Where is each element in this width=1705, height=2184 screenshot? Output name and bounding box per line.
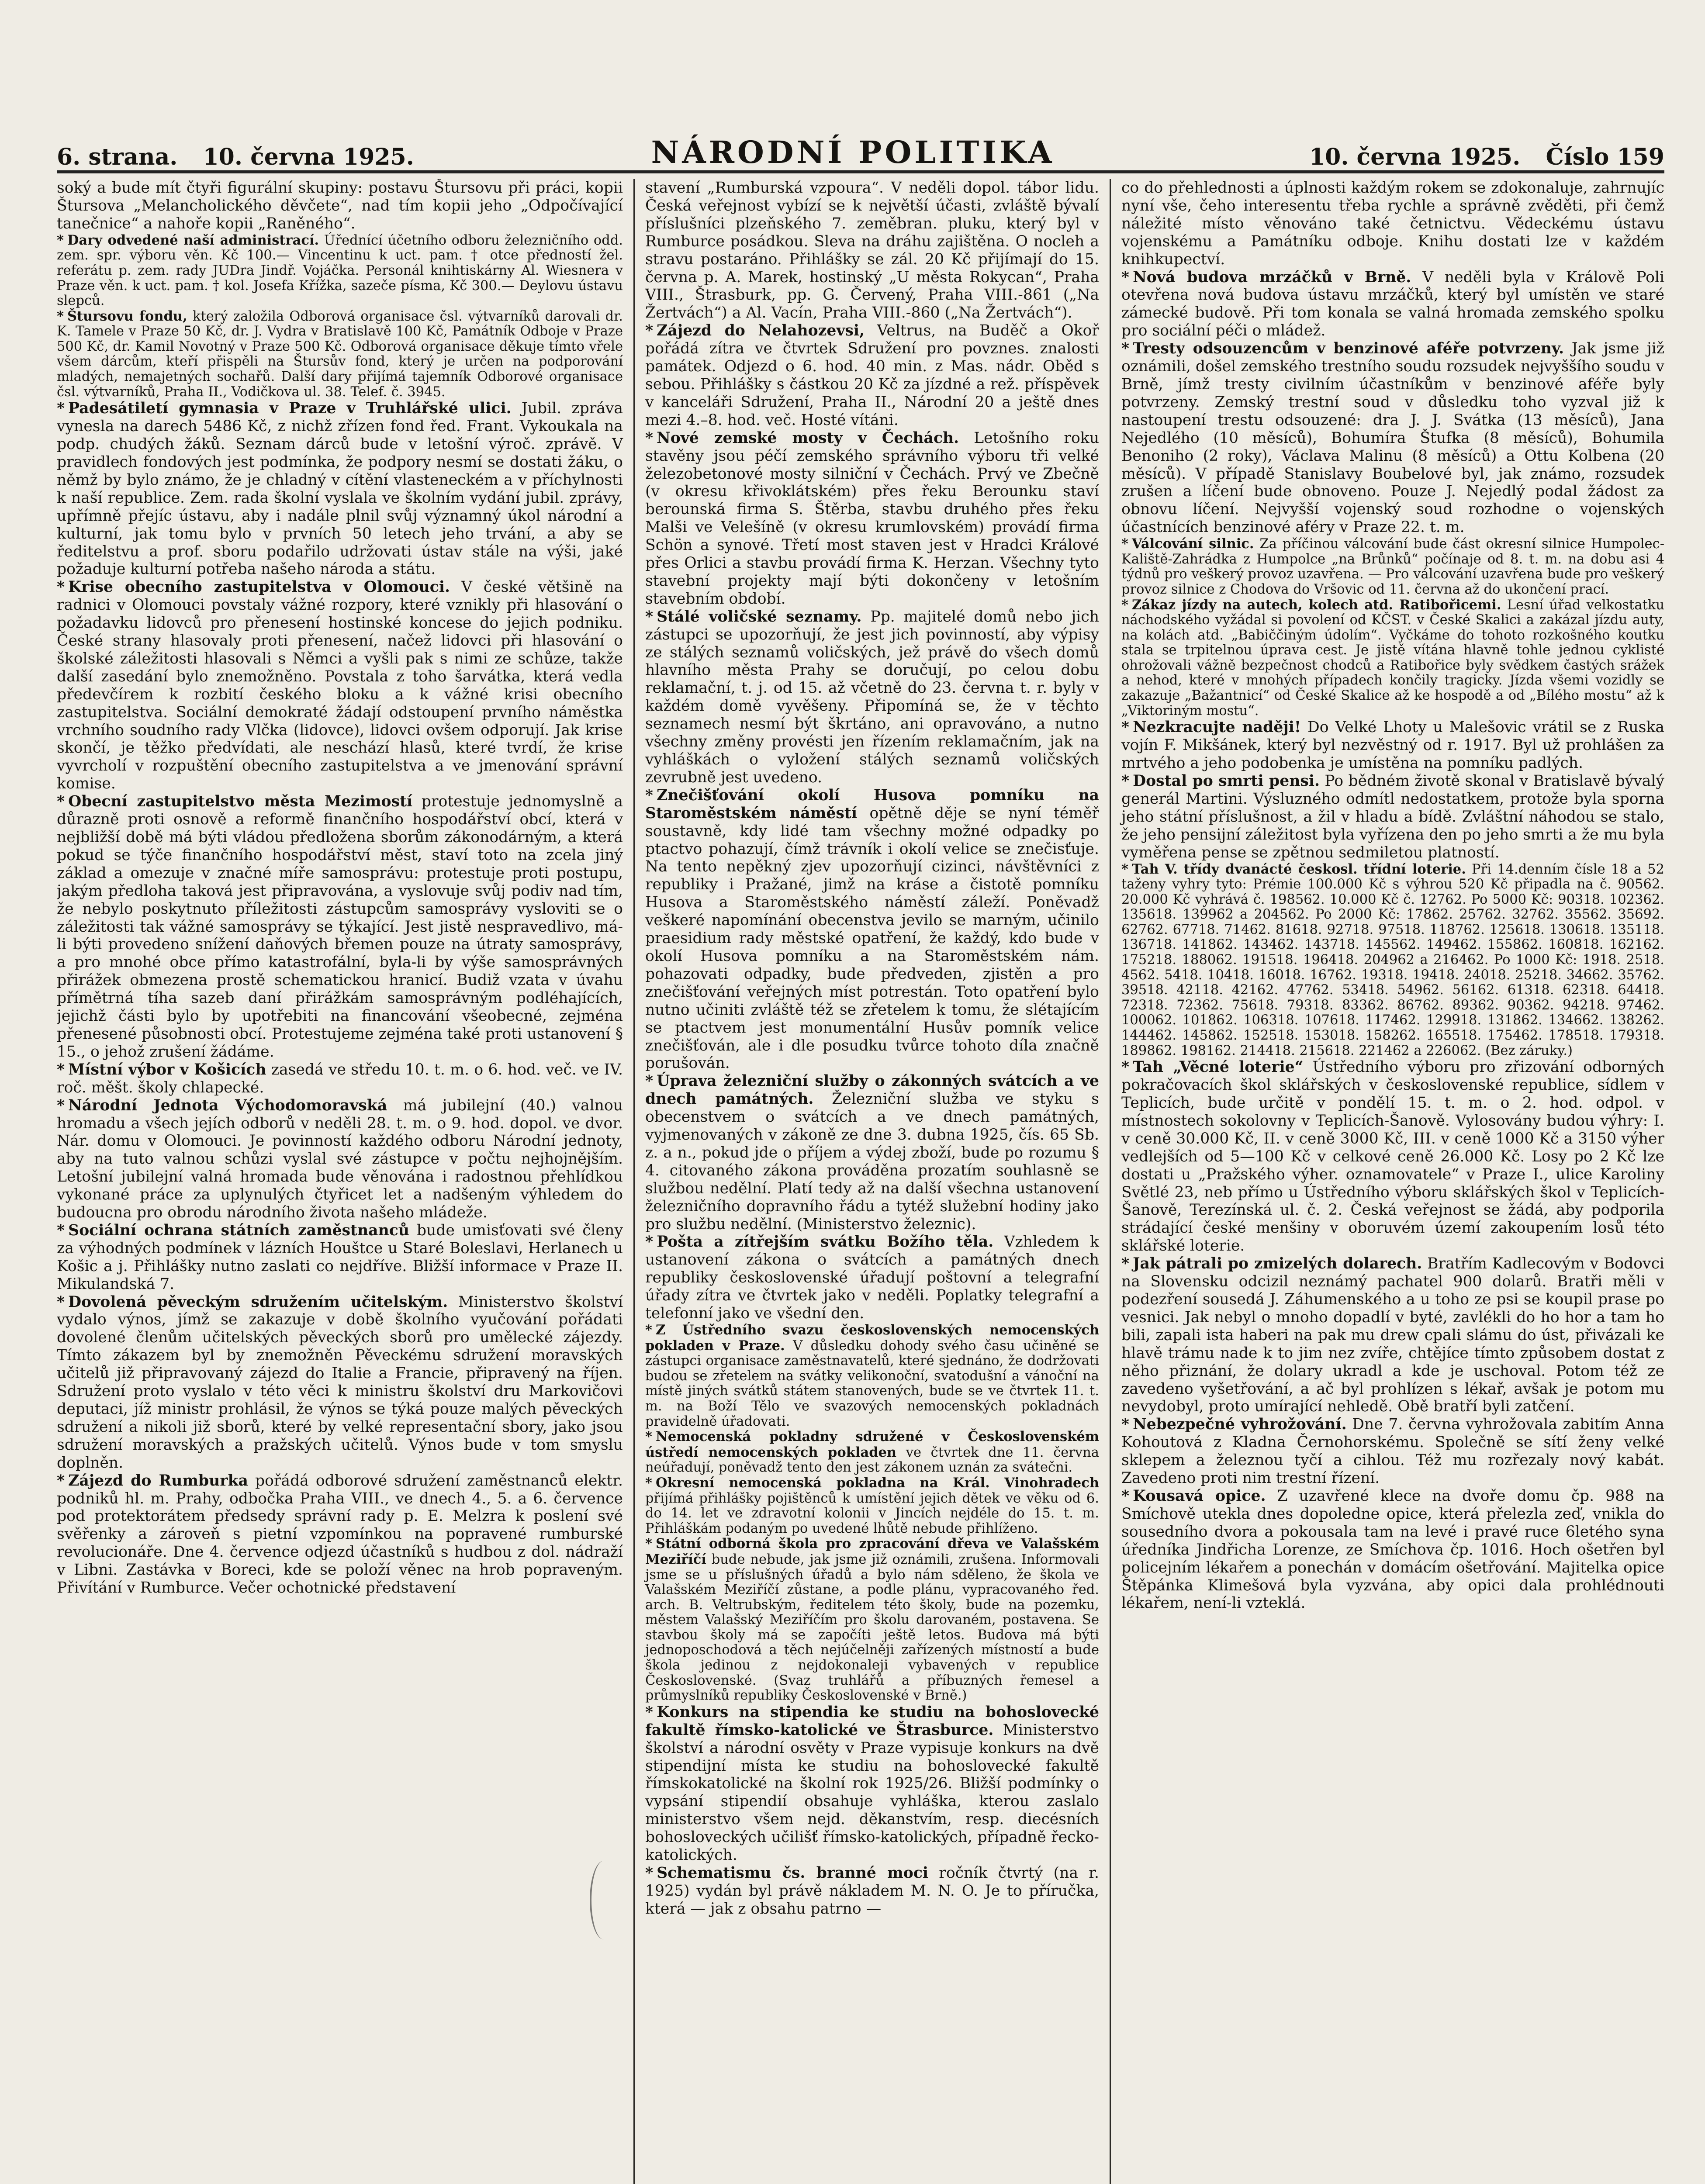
news-item-headline: Krise obecního zastupitelstva v Olomouci. [68, 578, 450, 596]
news-item-headline: Dostal po smrti pensi. [1133, 772, 1320, 790]
columns [57, 179, 1664, 2184]
news-item-headline: Okresní nemocenská pokladna na Král. Vinohradech [655, 1475, 1099, 1491]
news-item-headline: Padesátiletí gymnasia v Praze v Truhlářské ulici. [68, 400, 512, 418]
item-bullet: * [57, 308, 64, 324]
news-item-headline: Kousavá opice. [1133, 1487, 1266, 1505]
column-2 [633, 179, 1110, 2184]
news-item-body: Lesní úřad velkostatku náchodského vyžádal si povolení od KČST. v České Skalici a zakázal jízdu auty, na kolách atd. „Babiččiným údolím“. Vyčkáme do tohoto rozkošného koutku stala se trpitelnou úprava cest. Je jistě vítána hlavně tohle jednou cyklisté ohrožovali vážně bezpečnost chodců a Ratibořice byly svědkem častých srážek a nehod, které v mnohých případech končily tragicky. Jízda všemi vozidly se zakazuje „Bažantnicí“ od České Skalice až ke hospodě a od „Bílého mostu“ až k „Viktoriným mostu“. [1121, 597, 1664, 719]
item-bullet: * [645, 1233, 654, 1251]
news-item [1121, 1058, 1664, 1255]
header-left [57, 144, 414, 170]
item-bullet: * [57, 232, 64, 248]
news-item-body: soký a bude mít čtyři figurální skupiny: postavu Štursovu při práci, kopii Štursova „Melancholického děvčete“, nad tím kopii jeho „Odpočívající tanečnice“ a nahoře kopii „Raněného“. [57, 179, 623, 232]
news-item-body: bude nebude, jak jsme již oznámili, zrušena. Informovali jsme se u příslušných úřadů a bylo nám sděleno, že škola ve Valašském Meziříčí zůstane, a podle plánu, vypracovaného řed. arch. B. Veltrubským, ředitelem této školy, bude na pozemku, městem Valašský Meziříčím pro školu darovaném, postavena. Se stavbou školy má se započíti ještě letos. Budova má býti jednoposchodová a těch nejúčelněji zařízených místností a bude škola jedinou z nejdokonaleji vybavených v republice Československé. (Svaz truhlářů a příbuzných řemesel a průmyslníků republiky Československé v Brně.) [645, 1552, 1099, 1704]
news-item-headline: Konkurs na stipendia ke studiu na bohoslovecké fakultě římsko-katolické ve Štrasburce. [645, 1703, 1099, 1739]
item-bullet: * [57, 1472, 65, 1489]
news-item-body: Jubil. zpráva vynesla na darech 5486 Kč, z nichž zřízen fond řed. Frant. Vykoukala na podp. chudých žáků. Seznam dárců bude v letošní výroč. zprávě. V pravidlech fondových jest podmínka, že podpory nesmí se dostati žáku, o němž by bylo známo, že je chladný v cítění vlasteneckém a v příchylnosti k naší republice. Zem. rada školní vyslala ve školním vydání jubil. zprávy, upřímně přejíc ústavu, aby i nadále plnil svůj významný úkol národní a kulturní, jak tomu bylo v prvních 50 letech jeho trvání, a aby se ředitelstvu a prof. sboru podařilo udržovati ústav stále na výši, jaké požaduje kulturní potřeba našeho národa a státu. [57, 400, 623, 578]
news-item-headline: Nezkracujte naději! [1133, 719, 1301, 736]
item-bullet: * [645, 608, 654, 625]
column-1 [57, 179, 633, 2184]
news-item-headline: Zájezd do Rumburka [68, 1472, 248, 1489]
news-item-headline: Schematismu čs. branné moci [657, 1864, 929, 1882]
news-item [645, 1476, 1099, 1536]
news-item-headline: Jak pátrali po zmizelých dolarech. [1133, 1255, 1422, 1273]
news-item [645, 322, 1099, 429]
news-item [645, 429, 1099, 608]
news-item-body: protestuje jednomyslně a důrazně proti osnově a reformě finančního hospodářství obcí, která v nejbližší době má býti vládou předložena sborům zákonodárným, a která pokud se týče finančního hospodářství měst, staví toto na zcela jiný základ a omezuje v značné míře samosprávu: protestuje proti postupu, jakým předloha taková jest připravována, a vyslovuje svůj podiv nad tím, že nebylo poskytnuto příležitosti zástupcům samosprávy vysloviti se o záležitosti tak vážné samosprávy se týkající. Jest jistě nespravedlivo, má-li býti provedeno snížení daňových břemen pouze na útraty samosprávy, a pro mnohé obce přímo katastrofální, byla-li by výše samosprávných přirážek obmezena prostě schematickou hranicí. Budiž vzata v úvahu přímětrná tíha sazeb daní přirážkám samosprávným podléhajících, jejichž části bylo by upotřebiti na financování všeobecné, zejména přenesené působnosti obcí. Protestujeme zejména také proti ustanovení § 15., o jehož zrušení žádáme. [57, 793, 623, 1061]
item-bullet: * [57, 1221, 65, 1239]
item-bullet: * [645, 1864, 654, 1882]
news-item-body: Vzhledem k ustanovení zákona o svátcích a památných dnech republiky československé úřadují poštovní a telegrafní úřady zítra ve čtvrtek jako v neděli. Poplatky telegrafní a telefonní jako ve všední den. [645, 1233, 1100, 1323]
item-bullet: * [645, 1429, 652, 1445]
news-item-body: Při 14.denním čísle 18 a 52 taženy vyhry tyto: Prémie 100.000 Kč s výhrou 520 Kč připadla na č. 90562. 20.000 Kč vyhrává č. 198562. 10.000 Kč č. 12762. Po 5000 Kč: 90318. 102362. 135618. 139962 a 204562. Po 2000 Kč: 17862. 25762. 32762. 35562. 35692. 62762. 67718. 71462. 81618. 92718. 97518. 118762. 125618. 130618. 135118. 136718. 141862. 143462. 143718. 145562. 149462. 155862. 160818. 162162. 175218. 188062. 191518. 196418. 204962 a 216462. Po 1000 Kč: 1918. 2518. 4562. 5418. 10418. 16018. 16762. 19318. 19418. 24018. 25218. 34662. 35762. 39518. 42118. 42162. 47762. 53418. 54962. 56162. 61318. 62318. 64418. 72318. 72362. 75618. 79318. 83362. 86762. 89362. 90362. 94218. 97462. 100062. 101862. 106318. 107618. 117462. 129918. 131862. 134662. 138262. 144462. 145862. 152518. 153018. 158262. 165518. 175462. 178518. 179318. 189862. 198162. 214418. 215618. 221462 a 226062. (Bez záruky.) [1121, 861, 1664, 1058]
news-item [57, 1097, 623, 1222]
item-bullet: * [1121, 719, 1130, 736]
news-item-body: Ministerstvo školství a národní osvěty v Praze vypisuje konkurs na dvě stipendijní místa ke studiu na bohoslovecké fakultě římskokatolické na školní rok 1925/26. Bližší podmínky o vypsání stipendií obsahuje vyhláška, kterou zaslalo ministerstvo všem nejd. děkanstvím, resp. diecésních bohosloveckých učilišť římsko-katolických, případně řecko-katolických. [645, 1721, 1099, 1864]
item-bullet: * [1121, 1487, 1130, 1505]
item-bullet: * [645, 1322, 652, 1338]
news-item-headline: Tah V. třídy dvanácté českosl. třídní loterie. [1131, 861, 1466, 877]
news-item-headline: Pošta a zítřejším svátku Božího těla. [657, 1233, 994, 1251]
news-item-headline: Místní výbor v Košicích [68, 1061, 266, 1078]
news-item-body: Železniční služba ve styku s obecenstvem o svátcích a ve dnech památných, vyjmenovaných v zákoně ze dne 3. dubna 1925, čís. 65 Sb. z. a n., pokud jde o příjem a výdej zboží, bude po rozumu § 4. citovaného zákona prováděna prozatím souhlasně se službou nedělní. Platí tedy až na další všechna ustanovení železničního dopravního řádu a tytéž služební hodiny jako pro službu nedělní. (Ministerstvo železnic). [645, 1090, 1100, 1233]
news-item [57, 1061, 623, 1097]
news-item-headline: Státní odborná škola pro zpracování dřeva ve Valašském Meziříčí [645, 1536, 1099, 1567]
item-bullet: * [1121, 340, 1130, 358]
header-date-right: 10. června 1925. [1309, 144, 1521, 170]
news-item-body: ve čtvrtek dne 11. června neúřadují, poněvadž tento den jest zákonem uznán za svátečni. [645, 1444, 1099, 1476]
news-item [645, 1429, 1099, 1476]
item-bullet: * [645, 429, 654, 447]
news-item-body: V české většině na radnici v Olomouci povstaly vážné rozpory, které vznikly při hlasování o požadavku lidovců pro přenesení hostinské koncese do jejich podniku. České strany hlasovaly proti přenesení, načež lidovci při hlasování o školské záležitosti hlasovali s Němci a vyšli pak s nimi ze schůze, takže další zasedání bylo znemožněno. Povstala z toho šarvátka, která vedla předevčírem k rozbití českého bloku a k vážné krisi obecního zastupitelstva. Sociální demokraté žádají odstoupení prvního náměstka vrchního soudního rady Vlčka (lidovce), lidovci ovšem odporují. Jak krise skončí, je těžko předvídati, ale neschází hlasů, které tvrdí, že krise vyvrcholí v rozpuštění obecního zastupitelstva a ve jmenování správní komise. [57, 578, 623, 793]
news-item [645, 179, 1099, 322]
news-item-body: má jubilejní (40.) valnou hromadu a všech jejích odborů v neděli 28. t. m. o 9. hod. dopol. ve dvor. Nár. domu v Olomouci. Je povinností každého odboru Národní jednoty, aby na tuto valnou schůzi vyslal své zástupce v počtu nejhojnějším. Letošní jubilejní valná hromada bude věnována i radostnou přehlídkou vykonané práce za uplynulých čtyřicet let a nadšeným výhledem do budoucna pro obrodu národního života našeho mládeže. [57, 1096, 623, 1222]
scan-bracket-mark [590, 1861, 618, 1939]
news-item-body: Jak jsme již oznámili, došel zemského trestního soudu rozsudek nejvyššího soudu v Brně, jímž tresty civilním účastníkům v benzinové aféře byly potvrzeny. Zemský trestní soud v důsledku toho vyzval již k nastoupení trestu odsouzené: dra J. J. Svátka (13 měsíců), Jana Nejedlého (10 měsíců), Bohumíra Štufka (8 měsíců), Bohumila Benoniho (2 roky), Václava Malinu (8 měsíců) a Ottu Kolbena (20 měsíců). V případě Stanislavy Boubelové byl, jak známo, rozsudek zrušen a líčení bude obnoveno. Pouze J. Nejedlý podal žádost za obnovu líčení. Nejvyšší vojenský soud rozhodne o vojenských účastnících benzinové aféry v Praze 22. t. m. [1121, 340, 1664, 536]
item-bullet: * [57, 400, 65, 418]
news-item [1121, 862, 1664, 1059]
item-bullet: * [57, 1096, 65, 1114]
news-item [1121, 340, 1664, 536]
news-item-body: Pp. majitelé domů nebo jich zástupci se upozorňují, že jest jich povinností, aby výpisy ze stálých seznamů voličských, jež právě do všech domů hlavního města Prahy se doručují, po celou dobu reklamační, t. j. od 15. až včetně do 23. června t. r. byly v každém domě vyvěšeny. Připomíná se, že v těchto seznamech nesmí být škrtáno, ani opravováno, a nutno všechny změny provésti jen řízením reklamačním, jak na vyhláškách o vyložení stálých seznamů voličských zevrubně jest uvedeno. [645, 608, 1099, 786]
news-item-body: bude umisťovati své členy za výhodných podmínek v lázních Houštce u Staré Boleslavi, Herlanech u Košic a j. Přihlášky nutno zaslati co nejdříve. Bližší informace v Praze II. Mikulandská 7. [57, 1221, 623, 1293]
news-item [57, 309, 623, 400]
news-item [645, 787, 1099, 1073]
news-item [57, 1293, 623, 1472]
news-item-headline: Sociální ochrana státních zaměstnanců [68, 1221, 409, 1239]
item-bullet: * [1121, 1058, 1130, 1076]
item-bullet: * [645, 1072, 654, 1090]
news-item-body: Dne 7. června vyhrožovala zabitím Anna Kohoutová z Kladna Černohorskému. Společně se sítí ženy velké sklepem a železnou tyčí a cihlou. Též mu rozřezaly nový kabát. Zavedeno proti nim trestní řízení. [1121, 1416, 1664, 1487]
news-item-body: Veltrus, na Buděč a Okoř pořádá zítra ve čtvrtek Sdružení pro povznes. znalosti památek. Odjezd o 6. hod. 40 min. z Mas. nádr. Oběd s sebou. Přihlášky s částkou 20 Kč za jízdné a rež. příspěvek v kanceláři Sdružení, Praha II., Národní 20 a ještě dnes mezi 4.–8. hod. več. Hosté vítáni. [645, 322, 1099, 429]
page-header [57, 131, 1664, 173]
news-item-headline: Zájezd do Nelahozevsi, [657, 322, 865, 340]
news-item-headline: Nová budova mrzáčků v Brně. [1133, 268, 1411, 286]
news-item-body: Do Velké Lhoty u Malešovic vrátil se z Ruska vojín F. Mikšánek, který byl nezvěstný od r. 1917. Byl už prohlášen za mrtvého a jeho podobenka je umístěna na pomníku padlých. [1121, 719, 1664, 772]
masthead-title: NÁRODNÍ POLITIKA [651, 134, 1055, 170]
news-item [57, 179, 623, 233]
news-item [1121, 536, 1664, 597]
news-item [645, 1536, 1099, 1704]
news-item-body: Ministerstvo školství vydalo výnos, jímž se zakazuje v době školního vyučování pořádati dovolené členům učitelských pěveckých sborů pro umělecké zájezdy. Tímto zákazem byl by znemožněn Pěveckému sdružení moravských učitelů již připravovaný zájezd do Italie a Francie, připravený na říjen. Sdružení proto vyslalo v této věci k ministru školství dru Markovičovi deputaci, jíž ministr prohlásil, že výnos se týká pouze malých pěveckých sdružení a nikoli již sborů, které by velké representační sbory, jako jsou sdružení moravských a pražských učitelů. Výnos bude v tom smyslu doplněn. [57, 1293, 623, 1472]
item-bullet: * [1121, 536, 1128, 552]
header-right [1292, 144, 1664, 170]
news-item-headline: Tresty odsouzencům v benzinové aféře potvrzeny. [1133, 340, 1564, 358]
news-item [57, 400, 623, 578]
news-item-headline: Dary odvedené naší administrací. [67, 232, 319, 248]
news-item-body: co do přehlednosti a úplnosti každým rokem se zdokonaluje, zahrnujíc nyní vše, čeho interesentu třeba rychle a správně zvěděti, při čemž náležité místo věnováno také četnictvu. Vědeckému ústavu vojenskému a Památníku odboje. Knihu dostati lze v každém knihkupectví. [1121, 179, 1664, 268]
item-bullet: * [1121, 861, 1128, 877]
item-bullet: * [57, 578, 65, 596]
news-item-body: Úřednící účetního odboru železničního odd. zem. spr. výboru věn. Kč 100.— Vincentinu k uct. pam. † otce předností žel. referátu p. zem. rady JUDra Jindř. Vojáčka. Personál knihtiskárny Al. Wiesnera v Praze věn. k uct. pam. † kol. Josefa Křížka, sazeče písma, Kč 300.— Deylovu ústavu slepců. [57, 232, 623, 309]
page-number: 6. strana. [57, 144, 178, 170]
news-item-body: pořádá odborové sdružení zaměstnanců elektr. podniků hl. m. Prahy, odbočka Praha VIII., ve dnech 4., 5. a 6. července pod protektorátem předsedy správní rady p. E. Melzra k poslení své svěřenky a zároveň s pietní vzpomínkou na popravené rumburské revolucionáře. Dne 4. července odjezd účastníků s hudbou z dol. nádraží v Libni. Zastávka v Boreci, kde se položí věnec na hrob popraveným. Přivítání v Rumburce. Večer ochotnické představení [57, 1472, 623, 1597]
news-item [645, 1072, 1099, 1233]
column-3 [1110, 179, 1664, 2184]
news-item-body: V neděli byla v Králově Poli otevřena nová budova ústavu mrzáčků, který byl umístěn ve staré zámecké budově. Při tom konala se valná hromada zemského spolku pro sociální péči o mládež. [1121, 268, 1664, 340]
news-item-body: Bratřím Kadlecovým v Bodovci na Slovensku odcizil neznámý pachatel 900 dolarů. Bratři měli v podezření sousedá J. Záhumenského a u toho ze psi se koupil prase po vesnici. Jak nebyl o mnoho dopadlí v byté, zavlékli do ho hor a tam ho bili, zapali ista haberi na pak mu drew cpali slámu do úst, přivázali ke hlavě trámu nade k to jim nez zvíře, chtějíce tímto způsobem dostat z něho přiznání, že dolary ukradl a kde je uschoval. Potom též ze zavedeno vyšetřování, a ač byl prohlízen s lékař, avšak je potom mu nevydobyl, proto umírající nehledě. Obě bratří byli zatčení. [1121, 1255, 1664, 1416]
news-item [1121, 179, 1664, 269]
news-item-headline: Úprava železniční služby o zákonných svátcích a ve dnech památných. [645, 1072, 1099, 1108]
news-item-headline: Nemocenská pokladny sdružené v Československém ústředí nemocenských pokladen [645, 1429, 1099, 1460]
news-item-headline: Tah „Věcné loterie“ [1133, 1058, 1304, 1076]
news-item [57, 233, 623, 309]
news-item [57, 578, 623, 793]
news-item-headline: Z Ústředního svazu československých nemocenských pokladen v Praze. [645, 1322, 1099, 1354]
news-item [1121, 719, 1664, 772]
news-item-headline: Obecní zastupitelstvo města Mezimostí [68, 793, 413, 811]
news-item [645, 1233, 1099, 1323]
news-item-headline: Stálé voličské seznamy. [657, 608, 862, 625]
news-item-body: ročník čtvrtý (na r. 1925) vydán byl právě nákladem M. N. O. Je to příručka, která — jak z obsahu patrno — [645, 1864, 1099, 1918]
item-bullet: * [645, 786, 654, 804]
item-bullet: * [57, 793, 65, 811]
issue-number: Číslo 159 [1546, 144, 1664, 170]
news-item-body: opětně děje se nyní téměř soustavně, kdy lidé tam všechny možné odpadky po ptactvo pohazují, čímž trávník i okolí velice se znečisťuje. Na tento nepěkný zjev upozorňují cizinci, návštěvníci z republiky i Pražané, jimž na kráse a čistotě pomníku Husova a Staroměstského náměstí záleží. Poněvadž veškeré napomínání obecenstva jevilo se marným, učinilo praesidium rady městské opatření, že každý, kdo bude v okolí Husova pomníku a na Staroměstském nám. pohazovati odpadky, bude předveden, zjistěn a pro znečišťování veřejných míst potrestán. Toto opatření bylo nutno učiniti zvláště též se zřetelem k tomu, že slétajícím se ptactvem jest monumentální Husův pomník velice znečišťován, ale i dle posudku tvůrce tohoto díla značně porušován. [645, 804, 1099, 1072]
news-item-body: přijímá přihlášky pojištěnců k umístění jejich dětek ve věku od 6. do 14. let ve zdravotní kolonii v Jincích nejdéle do 15. t. m. Přihláškám podaným po uvedené lhůtě nebude přihlíženo. [645, 1490, 1099, 1536]
news-item-body: zasedá ve středu 10. t. m. o 6. hod. več. ve IV. roč. měšt. školy chlapecké. [57, 1061, 623, 1096]
news-item [1121, 1416, 1664, 1487]
news-item [1121, 772, 1664, 862]
news-item-headline: Dovolená pěveckým sdružením učitelským. [68, 1293, 448, 1311]
item-bullet: * [1121, 1255, 1130, 1273]
item-bullet: * [645, 1703, 654, 1721]
news-item [57, 793, 623, 1061]
news-item-body: který založila Odborová organisace čsl. výtvarníků darovali dr. K. Tamele v Praze 50 Kč, dr. J. Vydra v Bratislavě 100 Kč, Památník Odboje v Praze 500 Kč, dr. Kamil Novotný v Praze 500 Kč. Odborová organisace děkuje tímto vřele všem dárcům, kteří přispěli na Štursův fond, který je určen na podporování mladých, nemajetných sochařů. Další dary přijímá tajemník Odborové organisace čsl. výtvarníků, Praha II., Vodičkova ul. 38. Telef. č. 3945. [57, 308, 623, 400]
news-item-body: Za příčinou válcování bude část okresní silnice Humpolec-Kaliště-Zahrádka z Humpolce „na Brůnků“ počínaje od 8. t. m. na dobu asi 4 týdnů pro veškerý provoz uzavřena. — Pro válcování uzavřena bude pro veškerý provoz silnice z Chodova do Vršovic od 11. června až do ukončení prací. [1121, 536, 1664, 597]
item-bullet: * [645, 1475, 652, 1491]
news-item [645, 608, 1099, 787]
news-item-body: Po bědném životě skonal v Bratislavě bývalý generál Martini. Výsluzného odmítl nedostatkem, protože byla sporna jeho státní příslušnost, a žil v hladu a bídě. Zvláštní náhodou se stalo, že jeho pensijní záležitost byla vyřízena den po jeho smrti a že mu byla vyměřena pense se zpětnou sedmiletou platností. [1121, 772, 1664, 861]
news-item [57, 1222, 623, 1293]
item-bullet: * [57, 1293, 65, 1311]
news-item-body: V důsledku dohody svého času učiněné se zástupci organisace zaměstnavatelů, které sjednáno, že dodržovati budou se zřetelem na svátky velikonoční, svatodušní a vánoční na místě jiných svátků státem stanovených, bude se ve čtvrtek 11. t. m. na Boží Tělo ve svazových nemocenských pokladnách pravidelně úřadovati. [645, 1338, 1100, 1429]
news-item-body: stavení „Rumburská vzpoura“. V neděli dopol. tábor lidu. Česká veřejnost vybízí se k největší účasti, zvláště bývalí příslušníci plzeňského 7. zeměbran. pluku, který byl v Rumburce posádkou. Sleva na dráhu zajištěna. O nocleh a stravu postaráno. Přihlášky se zál. 20 Kč přijímají do 15. června p. A. Marek, hostinský „U města Rokycan“, Praha VIII., Štrasburk, pp. G. Červený, Praha VIII.-861 („Na Žertvách“) a Al. Vacín, Praha VIII.-860 („Na Žertvách“). [645, 179, 1099, 322]
news-item [645, 1864, 1099, 1918]
news-item [1121, 598, 1664, 719]
news-item-body: Ústředního výboru pro zřizování odborných pokračovacích škol sklářských v československé republice, sídlem v Teplicích, bude určitě v pondělí 15. t. m. o 2. hod. odpol. v místnostech sokolovny v Teplicích-Šanově. Vylosovány budou výhry: I. v ceně 30.000 Kč, II. v ceně 3000 Kč, III. v ceně 1000 Kč a 3150 výher vedlejších od 5—100 Kč v celkové ceně 26.000 Kč. Losy po 2 Kč lze dostati u „Pražského výher. oznamovatele“ v Praze I., ulice Karoliny Světlé 23, neb přímo u Ústředního výboru sklářských škol v Teplicích-Šanově, Terezínská ul. č. 2. Česká veřejnost se žádá, aby podporila strádající české menšiny v oboruvém území zakoupením losů této sklářské loterie. [1121, 1058, 1664, 1255]
news-item-headline: Válcování silnic. [1131, 536, 1254, 552]
news-item-body: Letošního roku stavěny jsou péčí zemského správního výboru tři velké železobetonové mosty silniční v Čechách. Prvý ve Zbečně (v okresu křivoklátském) přes řeku Berounku staví berounská firma S. Štěrba, stavbu druhého přes řeku Malši ve Velešíně (v okresu krumlovském) provádí firma Schön a synové. Třetí most staven jest v Hradci Králové přes Orlici a stavbu provádí firma K. Herzan. Všechny tyto stavební projekty mají býti dokončeny v letošním stavebním období. [645, 429, 1099, 608]
item-bullet: * [1121, 597, 1128, 613]
item-bullet: * [1121, 772, 1130, 790]
item-bullet: * [57, 1061, 65, 1078]
item-bullet: * [645, 1536, 652, 1552]
header-date-left: 10. června 1925. [203, 144, 414, 170]
news-item-headline: Nebezpečné vyhrožování. [1133, 1416, 1347, 1434]
item-bullet: * [1121, 268, 1130, 286]
news-item-headline: Nové zemské mosty v Čechách. [657, 429, 959, 447]
news-item [57, 1472, 623, 1597]
item-bullet: * [1121, 1416, 1130, 1434]
news-item-headline: Národní Jednota Východomoravská [68, 1096, 387, 1114]
news-item [1121, 269, 1664, 340]
news-item [645, 1704, 1099, 1864]
news-item-headline: Štursovu fondu, [67, 308, 187, 324]
news-item [1121, 1255, 1664, 1416]
news-item-body: Z uzavřené klece na dvoře domu čp. 988 na Smíchově utekla dnes dopoledne opice, která přelezla zeď, vnikla do sousedního dvora a pokousala tam na levé i pravé ruce 6letého syna úředníka Jindřicha Lorenze, ze Smíchova čp. 1016. Hoch ošetřen byl policejním lékařem a ponechán v domácím ošetřování. Majitelka opice Štěpánka Klimešová byla vyzvána, aby opici dala prohlédnouti lékařem, není-li vzteklá. [1121, 1487, 1664, 1612]
news-item-headline: Znečišťování okolí Husova pomníku na Staroměstském náměstí [645, 786, 1099, 822]
news-item [645, 1323, 1099, 1429]
news-item-headline: Zákaz jízdy na autech, kolech atd. Ratibořicemi. [1131, 597, 1501, 613]
item-bullet: * [645, 322, 654, 340]
news-item [1121, 1487, 1664, 1612]
